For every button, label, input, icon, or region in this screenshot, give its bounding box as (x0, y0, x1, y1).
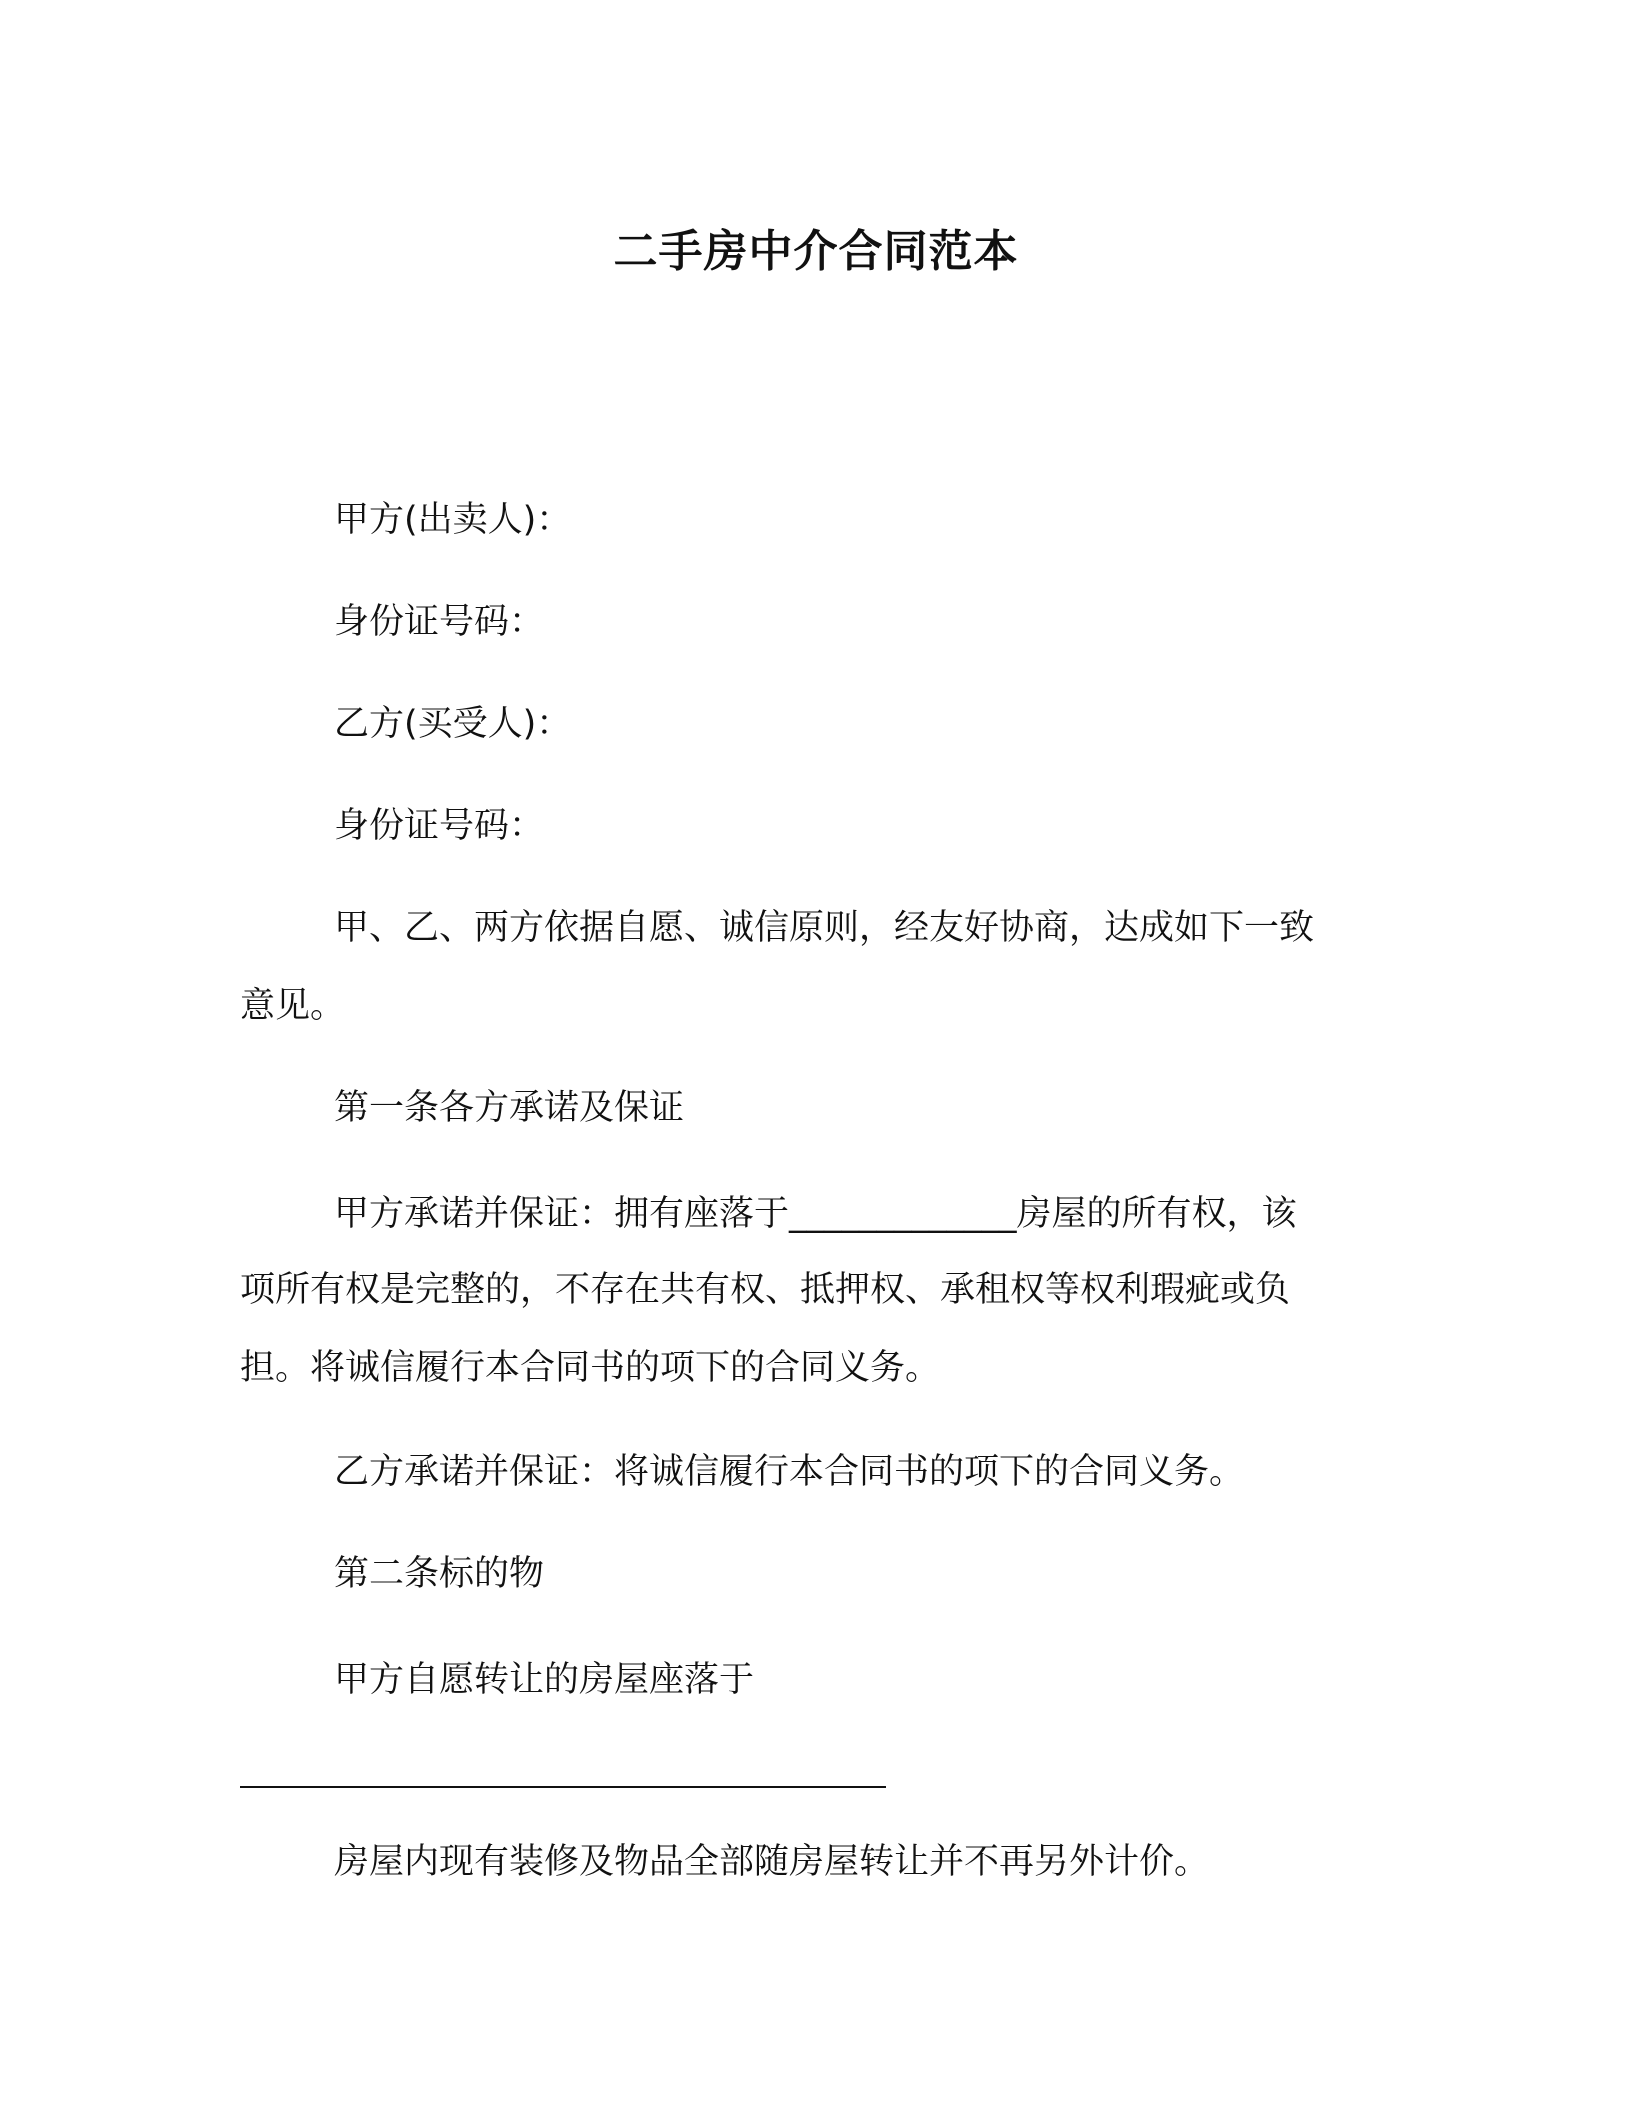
document-title: 二手房中介合同范本 (613, 226, 1019, 277)
article-1-heading: 第一条各方承诺及保证 (334, 1088, 685, 1128)
intro-paragraph-line-2: 意见。 (240, 986, 346, 1026)
party-a-promise-line-3: 担。将诚信履行本合同书的项下的合同义务。 (240, 1348, 941, 1388)
article-2-heading: 第二条标的物 (334, 1554, 545, 1594)
party-a-promise-line-2: 项所有权是完整的，不存在共有权、抵押权、承租权等权利瑕疵或负 (240, 1270, 1291, 1310)
subject-furnishings-line: 房屋内现有装修及物品全部随房屋转让并不再另外计价。 (334, 1842, 1210, 1882)
party-a-promise-line-1: 甲方承诺并保证：拥有座落于_____________房屋的所有权，该 (334, 1194, 1297, 1234)
party-a-label: 甲方(出卖人)： (334, 500, 572, 540)
party-b-id-label: 身份证号码： (334, 806, 545, 846)
blank-fill-line (240, 1786, 886, 1788)
subject-location-line: 甲方自愿转让的房屋座落于 (334, 1660, 755, 1700)
party-a-id-label: 身份证号码： (334, 602, 545, 642)
party-b-label: 乙方(买受人)： (334, 704, 572, 744)
intro-paragraph-line-1: 甲、乙、两方依据自愿、诚信原则，经友好协商，达成如下一致 (334, 908, 1315, 948)
party-b-promise: 乙方承诺并保证：将诚信履行本合同书的项下的合同义务。 (334, 1452, 1245, 1492)
